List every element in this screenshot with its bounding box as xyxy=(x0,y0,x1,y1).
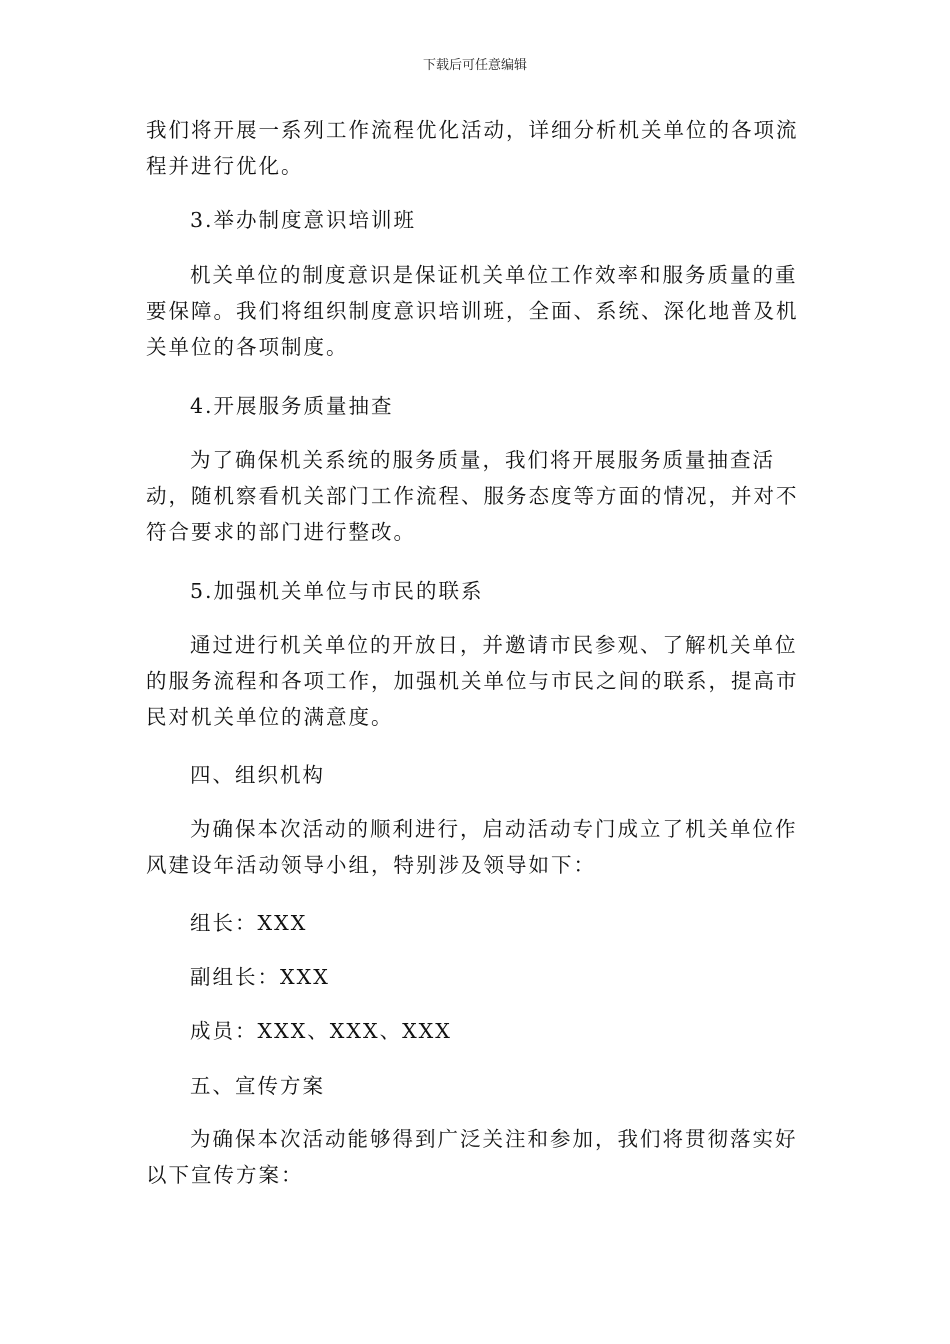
paragraph-organization: 为确保本次活动的顺利进行，启动活动专门成立了机关单位作风建设年活动领导小组，特别涉及领导如下： xyxy=(146,817,798,877)
members-line: 成员：XXX、XXX、XXX xyxy=(190,1019,452,1043)
heading-public-connection: 5.加强机关单位与市民的联系 xyxy=(190,579,484,603)
paragraph-workflow-optimization: 我们将开展一系列工作流程优化活动，详细分析机关单位的各项流程并进行优化。 xyxy=(146,118,799,178)
heading-organization: 四、组织机构 xyxy=(190,763,325,787)
heading-training-class: 3.举办制度意识培训班 xyxy=(190,208,417,232)
paragraph-quality-inspection: 为了确保机关系统的服务质量，我们将开展服务质量抽查活动，随机察看机关部门工作流程、服务态度等方面的情况，并对不符合要求的部门进行整改。 xyxy=(146,448,799,544)
heading-quality-inspection: 4.开展服务质量抽查 xyxy=(190,394,394,418)
heading-publicity: 五、宣传方案 xyxy=(190,1074,325,1098)
page-header: 下载后可任意编辑 xyxy=(422,58,527,73)
paragraph-training-class: 机关单位的制度意识是保证机关单位工作效率和服务质量的重要保障。我们将组织制度意识培训班，全面、系统、深化地普及机关单位的各项制度。 xyxy=(146,263,799,359)
paragraph-publicity: 为确保本次活动能够得到广泛关注和参加，我们将贯彻落实好以下宣传方案： xyxy=(146,1127,798,1187)
paragraph-public-connection: 通过进行机关单位的开放日，并邀请市民参观、了解机关单位的服务流程和各项工作，加强机关单位与市民之间的联系，提高市民对机关单位的满意度。 xyxy=(146,633,799,729)
deputy-leader-line: 副组长：XXX xyxy=(190,965,330,989)
leader-line: 组长：XXX xyxy=(190,911,308,935)
